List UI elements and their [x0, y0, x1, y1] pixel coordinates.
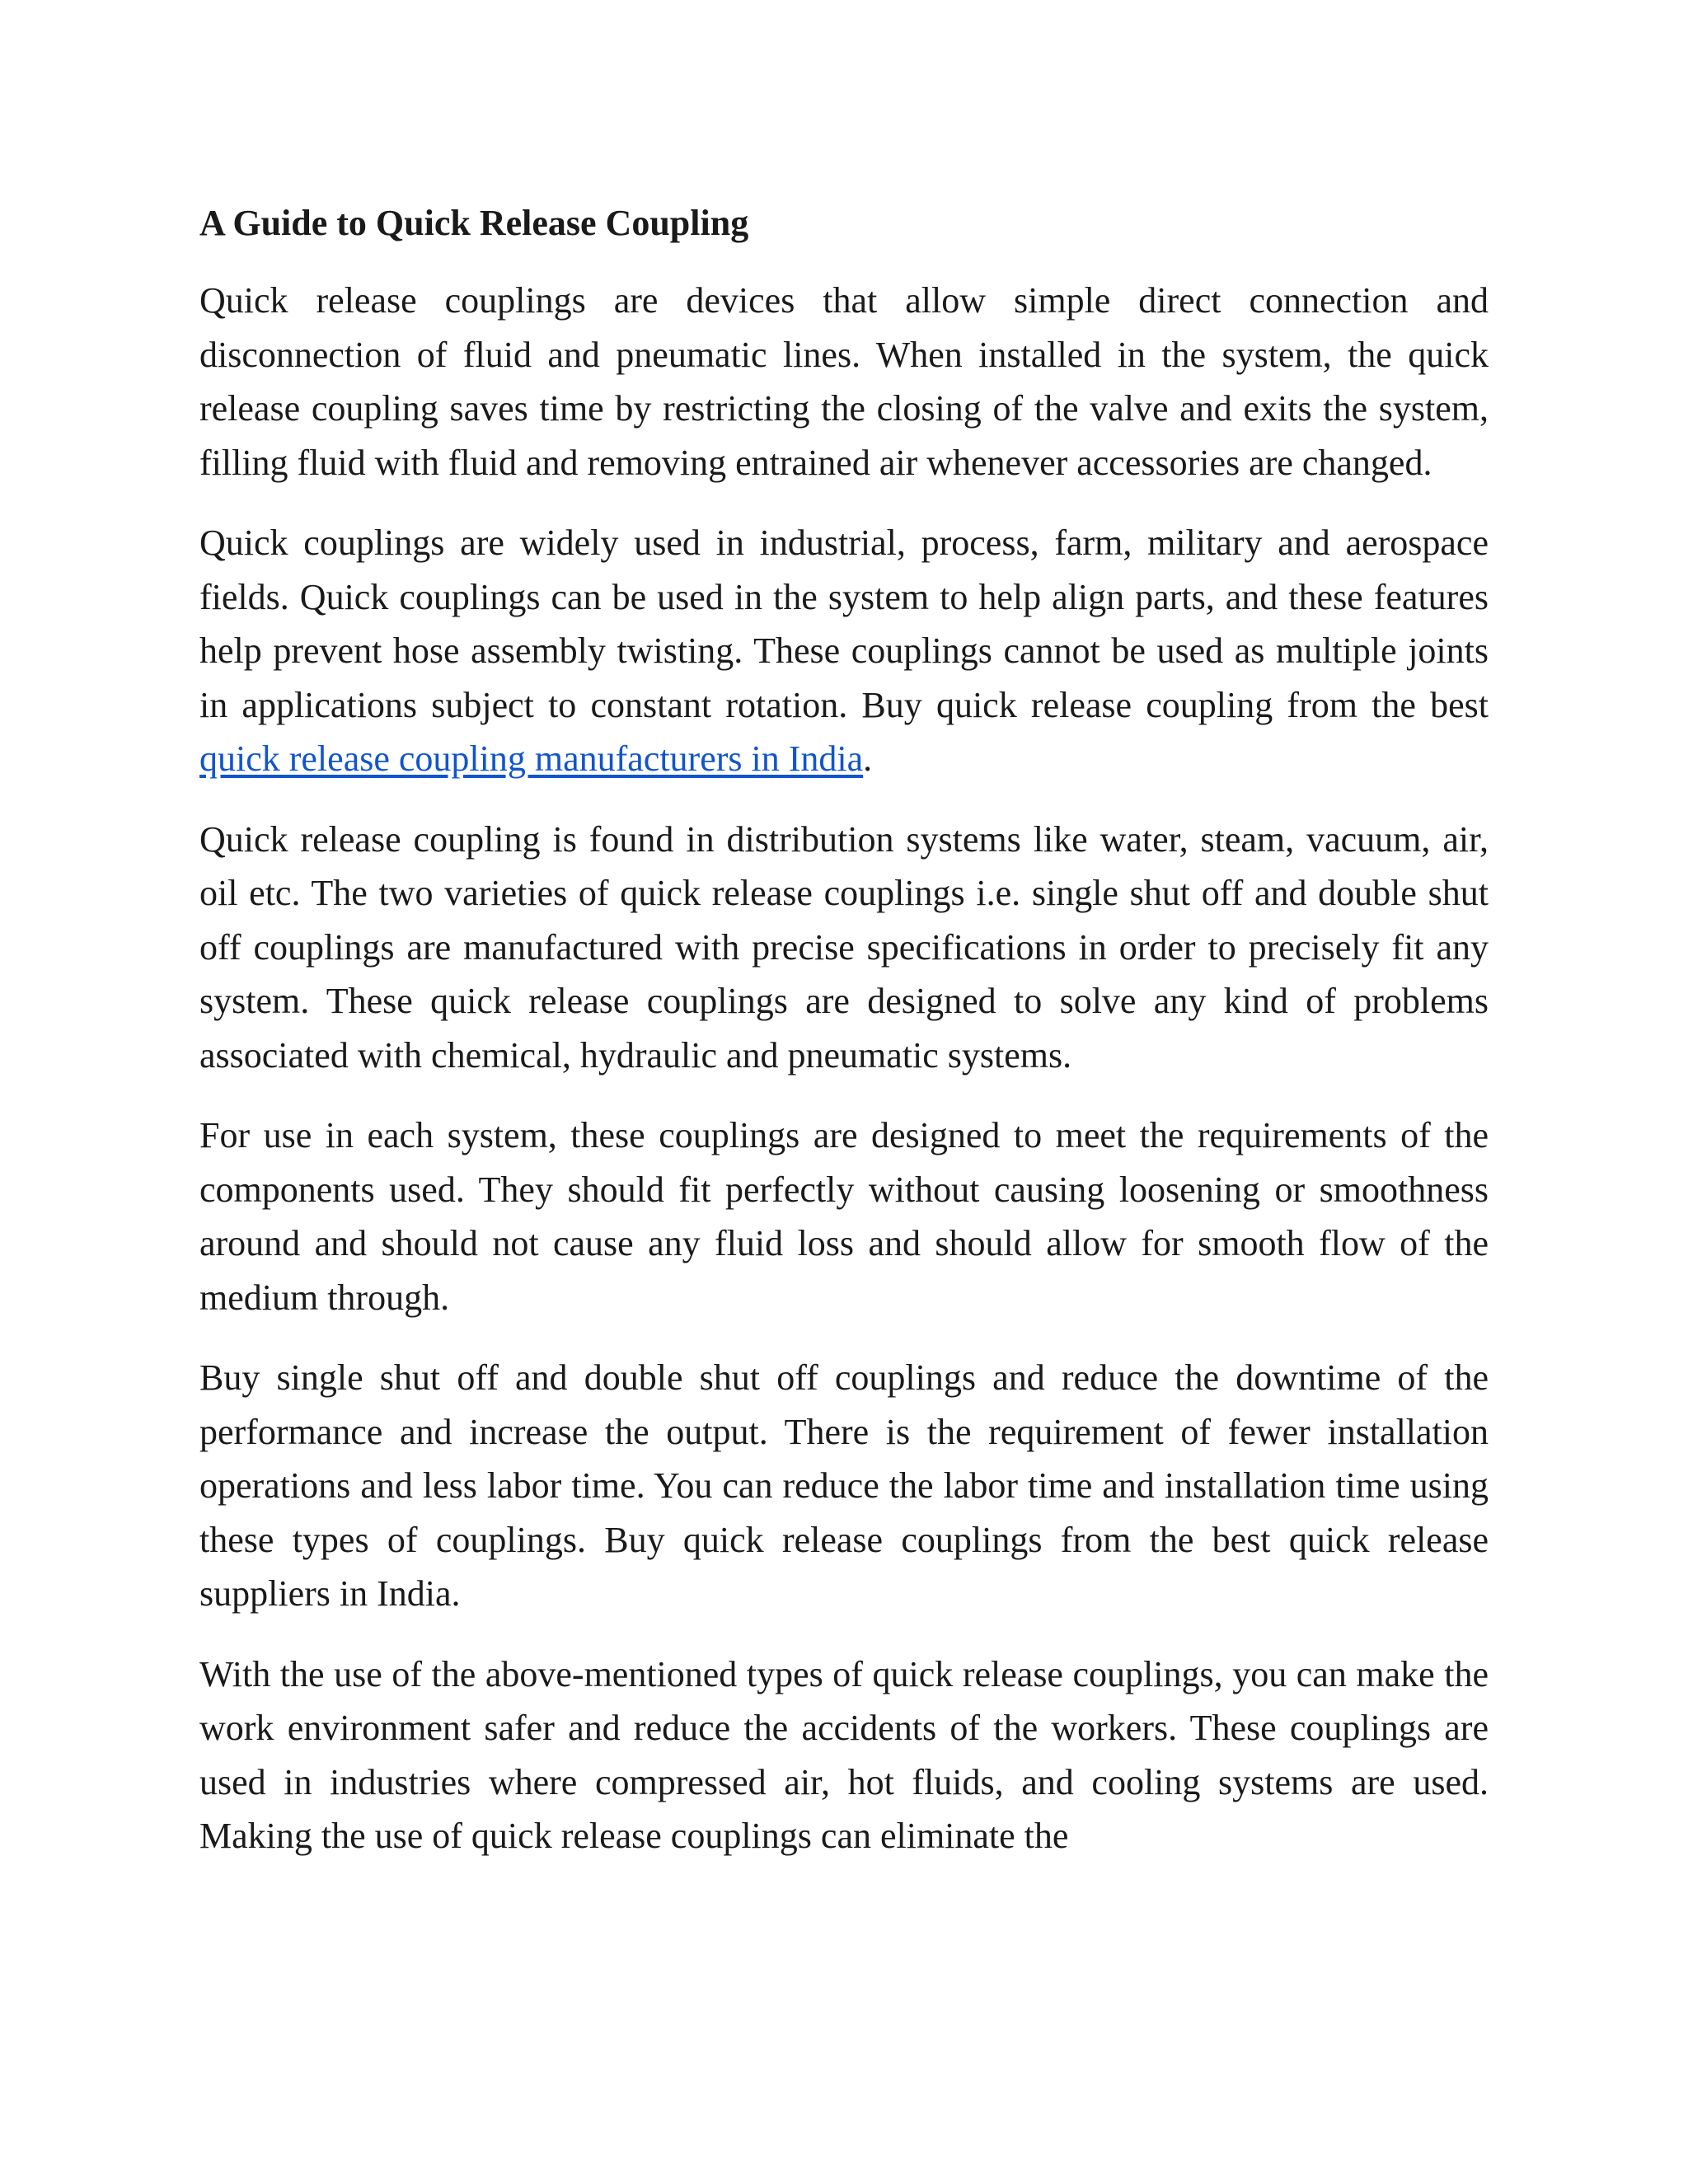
paragraph-4: For use in each system, these couplings are designed to meet the requirements of the components used. They should fit perfectly without causing loosening or smoothness around and should not cause any fluid loss and should allow for smooth flow of the medium through. [199, 1115, 1489, 1318]
paragraph-3: Quick release coupling is found in distribution systems like water, steam, vacuum, air, oil etc. The two varieties of quick release couplings i.e. single shut off and double shut off couplings are manufactured with precise specifications in order to precisely fit any system. These quick release couplings are designed to solve any kind of problems associated with chemical, hydraulic and pneumatic systems. [199, 818, 1489, 1076]
manufacturers-link[interactable]: quick release coupling manufacturers in India [199, 738, 864, 779]
paragraph-6: With the use of the above-mentioned types of quick release couplings, you can make the work environment safer and reduce the accidents of the workers. These couplings are used in industries where compressed air, hot fluids, and cooling systems are used. Making the use of quick release couplings can eliminate the [199, 1653, 1489, 1856]
paragraph-2-text: Quick couplings are widely used in industrial, process, farm, military and aerospace fields. Quick couplings can be used in the system to help align parts, and these features help prevent hose assembly twisting. These couplings cannot be used as multiple joints in applications subject to constant rotation. Buy quick release coupling from the best [199, 523, 1489, 725]
paragraph-2-end: . [863, 738, 873, 779]
paragraph-1: Quick release couplings are devices that allow simple direct connection and disconnection of fluid and pneumatic lines. When installed in the system, the quick release coupling saves time by restricting the closing of the valve and exits the system, filling fluid with fluid and removing entrained air whenever accessories are changed. [199, 280, 1489, 483]
document-body [199, 196, 1489, 1890]
document-title: A Guide to Quick Release Coupling [199, 203, 749, 243]
paragraph-5: Buy single shut off and double shut off couplings and reduce the downtime of the performance and increase the output. There is the requirement of fewer installation operations and less labor time. You can reduce the labor time and installation time using these types of couplings. Buy quick release couplings from the best quick release suppliers in India. [199, 1357, 1489, 1614]
paragraph-2 [199, 516, 1489, 786]
